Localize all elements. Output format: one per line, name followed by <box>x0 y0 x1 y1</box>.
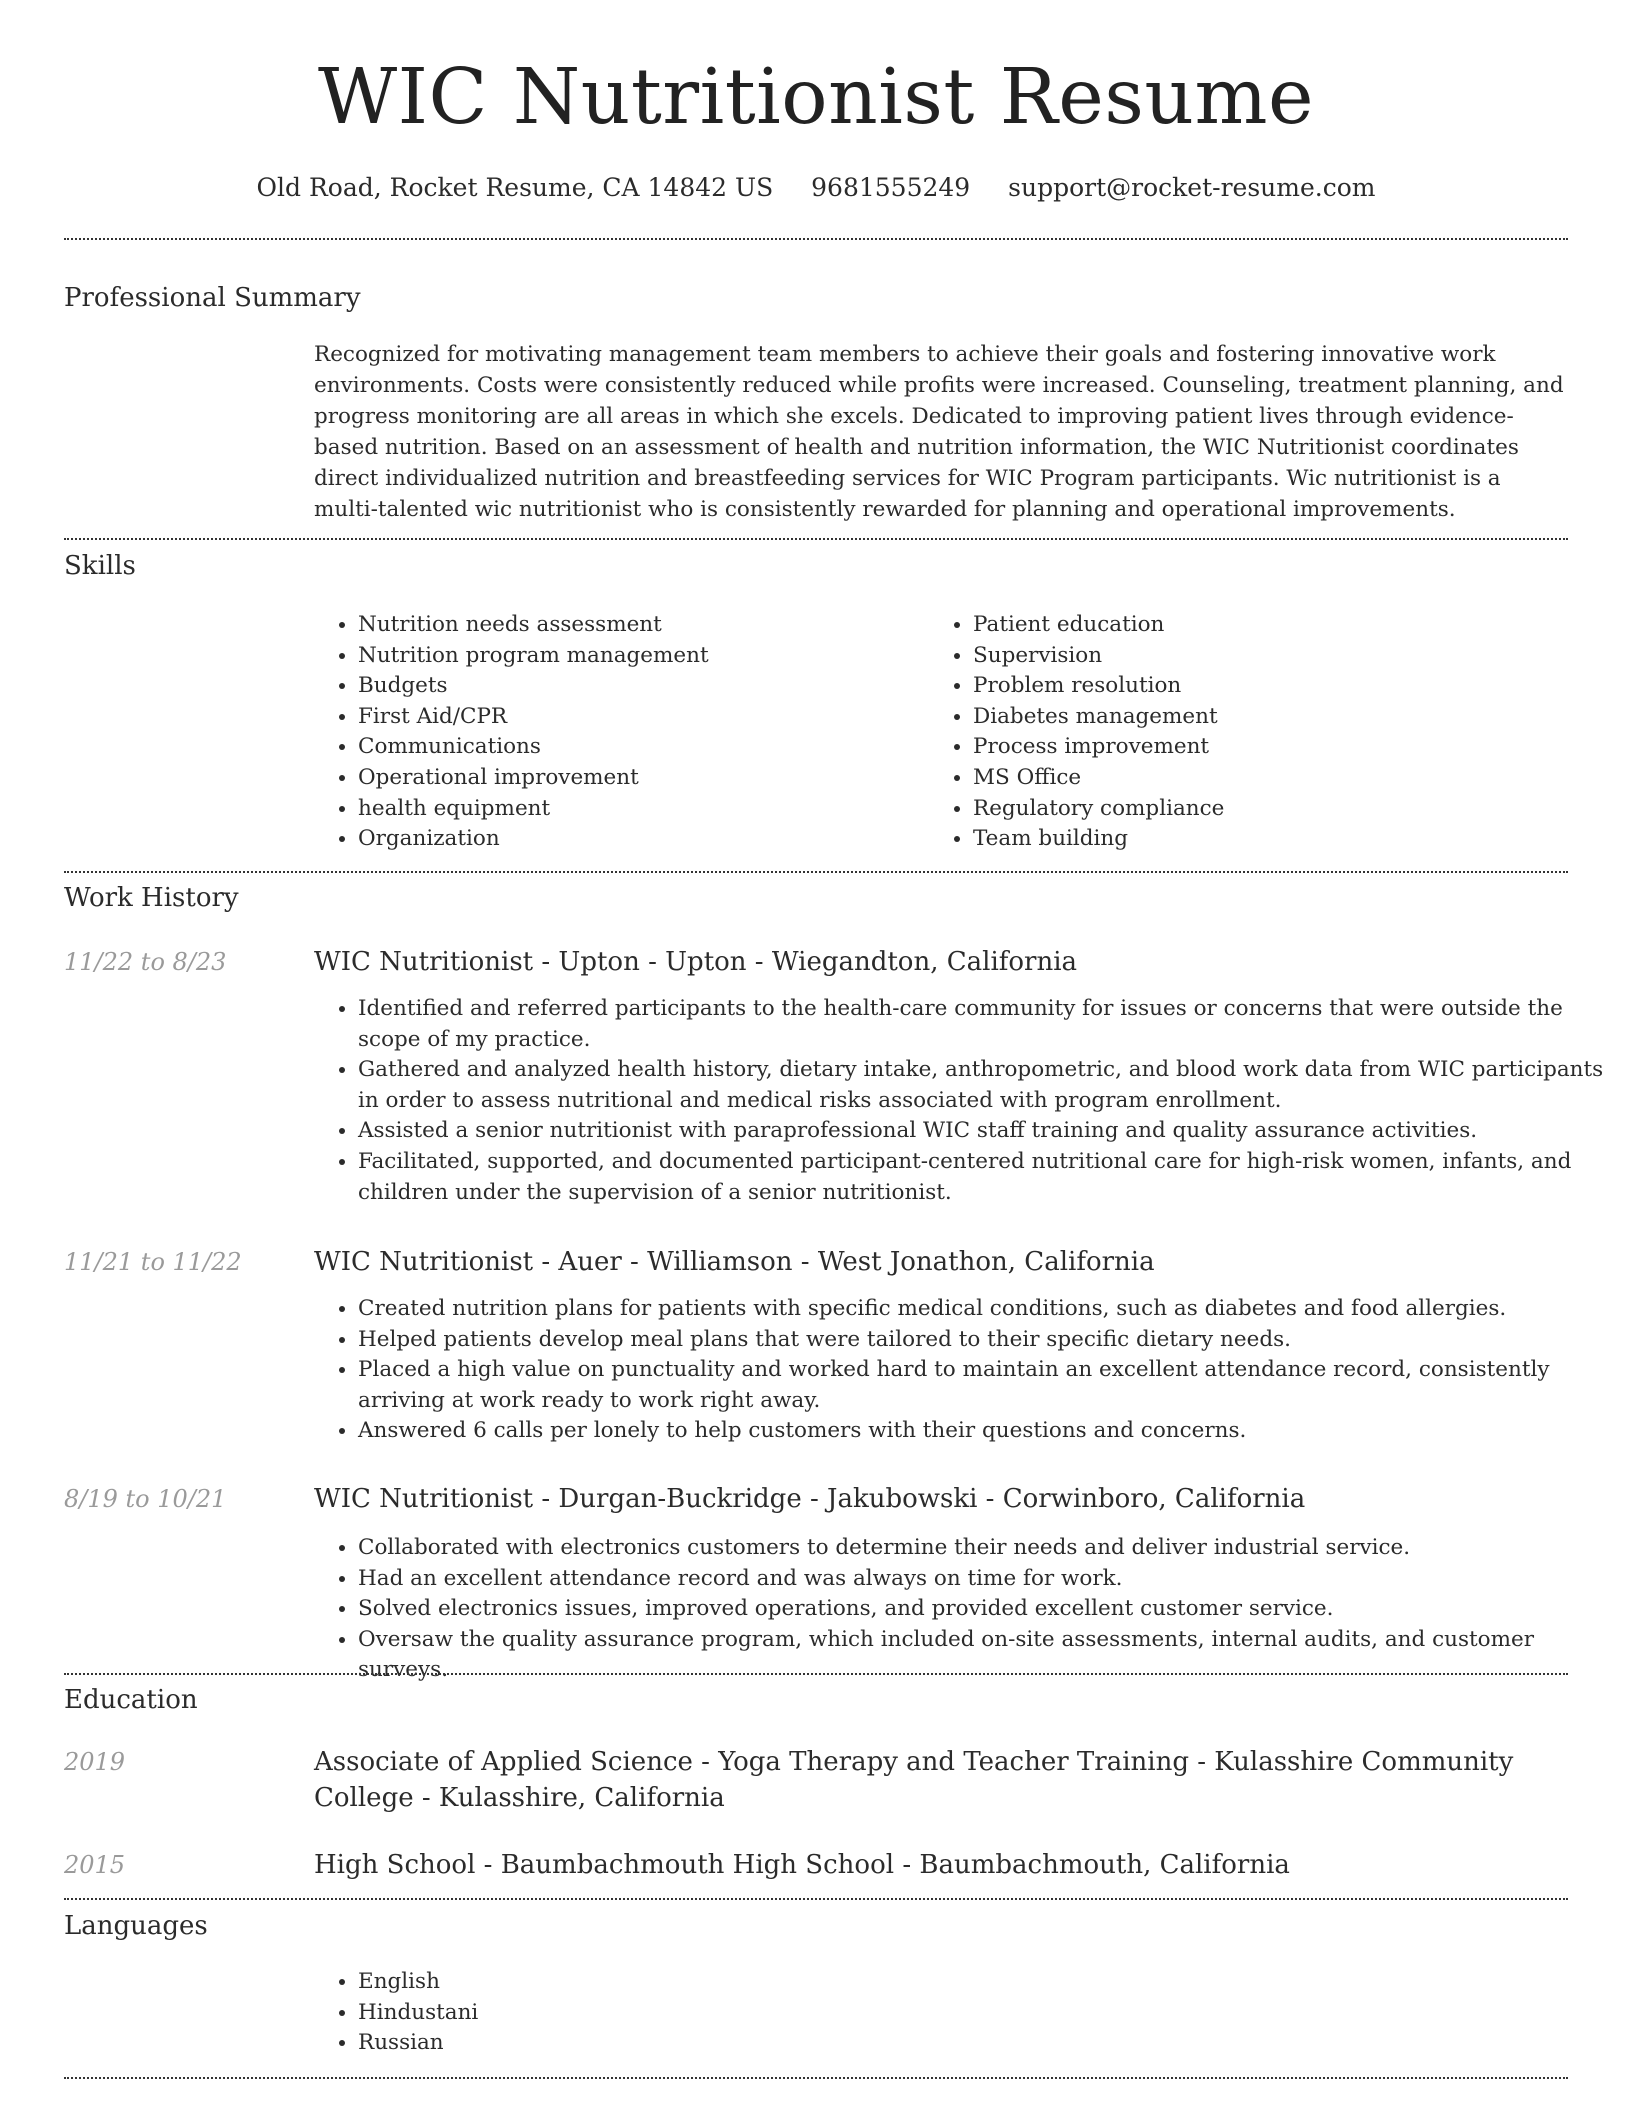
languages-list <box>314 1967 958 2059</box>
education-entry: High School - Baumbachmouth High School - Baumbachmouth, California <box>314 1850 1290 1880</box>
resume-title: WIC Nutritionist Resume <box>317 53 1315 142</box>
job-bullet: • Answered 6 calls per lonely to help customers with their questions and concerns. <box>358 1416 1612 1447</box>
language-item: • Russian <box>358 2028 958 2059</box>
job-bullet: • Oversaw the quality assurance program, which included on-site assessments, internal audits, and customer surveys. <box>358 1625 1612 1686</box>
contact-address: Old Road, Rocket Resume, CA 14842 US <box>256 173 774 202</box>
skill-item: • Diabetes management <box>973 702 1573 733</box>
job-bullet: • Facilitated, supported, and documented participant-centered nutritional care for high-risk women, infants, and children under the supervision of a senior nutritionist. <box>358 1147 1612 1208</box>
job-dates: 11/22 to 8/23 <box>64 948 227 976</box>
skill-item: • Patient education <box>973 610 1573 641</box>
language-item: • Hindustani <box>358 1998 958 2029</box>
skill-item: • Team building <box>973 824 1573 855</box>
divider <box>64 238 1568 240</box>
job-title: WIC Nutritionist - Upton - Upton - Wiegandton, California <box>314 947 1078 977</box>
divider <box>64 1673 1568 1675</box>
skill-item: • Problem resolution <box>973 671 1573 702</box>
job-dates: 8/19 to 10/21 <box>64 1485 227 1513</box>
job-bullets <box>314 994 1612 1208</box>
skill-item: • Budgets <box>358 671 918 702</box>
job-bullet: • Collaborated with electronics customers to determine their needs and deliver industrial service. <box>358 1533 1612 1564</box>
skill-item: • Regulatory compliance <box>973 794 1573 825</box>
job-bullet: • Placed a high value on punctuality and worked hard to maintain an excellent attendance record, consistently arriving at work ready to work right away. <box>358 1355 1612 1416</box>
section-heading-education: Education <box>64 1685 198 1715</box>
job-bullet: • Helped patients develop meal plans that were tailored to their specific dietary needs. <box>358 1325 1612 1356</box>
skill-item: • Operational improvement <box>358 763 918 794</box>
skill-item: • Communications <box>358 732 918 763</box>
job-bullet: • Solved electronics issues, improved operations, and provided excellent customer service. <box>358 1594 1612 1625</box>
skill-item: • Nutrition needs assessment <box>358 610 918 641</box>
job-title: WIC Nutritionist - Durgan-Buckridge - Jakubowski - Corwinboro, California <box>314 1484 1306 1514</box>
education-year: 2015 <box>64 1851 126 1879</box>
divider <box>64 2077 1568 2079</box>
section-heading-skills: Skills <box>64 551 136 581</box>
skill-item: • Organization <box>358 824 918 855</box>
contact-email: support@rocket-resume.com <box>1008 173 1376 202</box>
job-bullet: • Had an excellent attendance record and was always on time for work. <box>358 1564 1612 1595</box>
contact-line <box>0 170 1632 206</box>
section-heading-summary: Professional Summary <box>64 283 361 313</box>
job-title: WIC Nutritionist - Auer - Williamson - West Jonathon, California <box>314 1247 1155 1277</box>
section-heading-languages: Languages <box>64 1911 208 1941</box>
divider <box>64 538 1568 540</box>
skill-item: • Supervision <box>973 641 1573 672</box>
section-heading-work: Work History <box>64 883 239 913</box>
education-year: 2019 <box>64 1748 126 1776</box>
job-bullet: • Gathered and analyzed health history, dietary intake, anthropometric, and blood work data from WIC participants in order to assess nutritional and medical risks associated with program enrollment. <box>358 1055 1612 1116</box>
skill-item: • Process improvement <box>973 732 1573 763</box>
job-bullet: • Identified and referred participants to the health-care community for issues or concerns that were outside the scope of my practice. <box>358 994 1612 1055</box>
job-bullets <box>314 1533 1612 1686</box>
language-item: • English <box>358 1967 958 1998</box>
job-bullets <box>314 1294 1612 1447</box>
job-bullet: • Created nutrition plans for patients with specific medical conditions, such as diabetes and food allergies. <box>358 1294 1612 1325</box>
skill-item: • First Aid/CPR <box>358 702 918 733</box>
skills-list-left <box>314 610 918 855</box>
skill-item: • Nutrition program management <box>358 641 918 672</box>
education-entry: Associate of Applied Science - Yoga Therapy and Teacher Training - Kulasshire Community College - Kulasshire, California <box>314 1747 1514 1813</box>
skill-item: • health equipment <box>358 794 918 825</box>
divider <box>64 871 1568 873</box>
skill-item: • MS Office <box>973 763 1573 794</box>
summary-text: Recognized for motivating management team members to achieve their goals and fostering innovative work environments. Costs were consistently reduced while profits were increased. Counseling, treatment planning, and progress monitoring are all areas in which she excels. Dedicated to improving patient lives through evidence-based nutrition. Based on an assessment of health and nutrition information, the WIC Nutritionist coordinates direct individualized nutrition and breastfeeding services for WIC Program participants. Wic nutritionist is a multi-talented wic nutritionist who is consistently rewarded for planning and operational improvements. <box>314 342 1564 522</box>
divider <box>64 1898 1568 1900</box>
contact-phone: 9681555249 <box>811 173 971 202</box>
job-bullet: • Assisted a senior nutritionist with paraprofessional WIC staff training and quality assurance activities. <box>358 1116 1612 1147</box>
job-dates: 11/21 to 11/22 <box>64 1248 242 1276</box>
skills-list-right <box>929 610 1573 855</box>
